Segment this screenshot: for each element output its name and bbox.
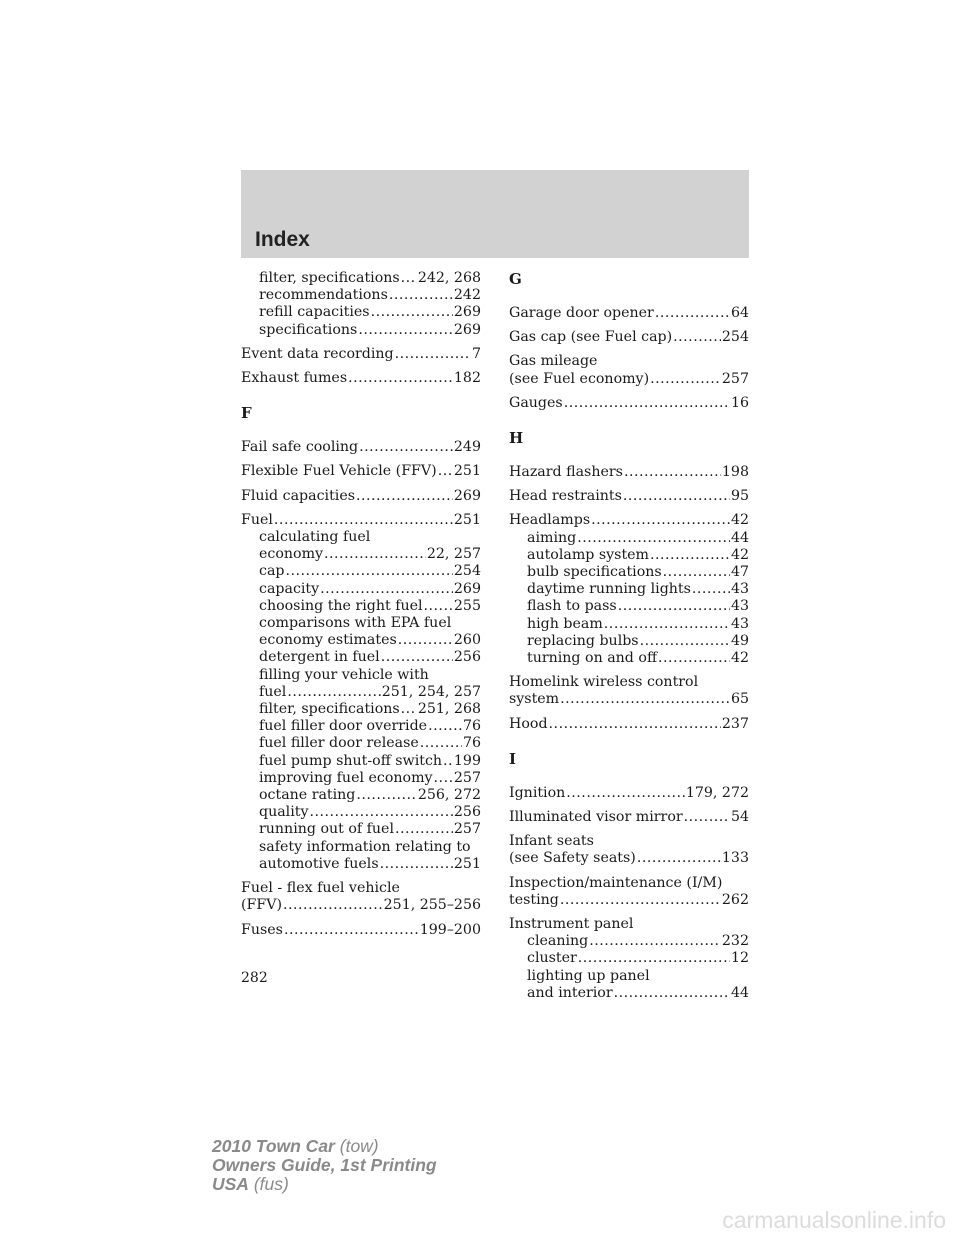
entry-page: 251, 268: [417, 701, 481, 718]
entry-page: 44: [730, 529, 749, 546]
index-entry: [241, 856, 481, 873]
section-letter-h: H: [509, 429, 524, 448]
dot-leader: [684, 809, 730, 826]
index-entry: [241, 753, 481, 770]
entry-page: 251: [453, 855, 481, 872]
entry-page: 256: [453, 804, 481, 821]
entry-label: Gauges: [509, 394, 563, 411]
entry-line: Inspection/maintenance (I/M): [509, 874, 723, 891]
entry-page: 64: [730, 305, 749, 321]
dot-leader: [389, 287, 453, 304]
entry-line: Infant seats: [509, 833, 594, 850]
index-entry: [509, 933, 749, 950]
index-entry: [241, 735, 481, 752]
index-entry: [509, 564, 749, 581]
entry-page: 256, 272: [417, 787, 481, 804]
entry-page: 22, 257: [426, 546, 481, 563]
entry-page: 257: [453, 769, 481, 786]
entry-label: filter, specifications: [259, 270, 400, 286]
entry-label: economy: [259, 546, 324, 563]
entry-page: 44: [730, 984, 749, 1001]
index-entry: [241, 922, 481, 939]
index-entry: [241, 649, 481, 666]
dot-leader: [650, 371, 721, 388]
dot-leader: [324, 546, 426, 563]
entry-page: 12: [730, 950, 749, 967]
dot-leader: [564, 395, 730, 412]
entry-page: 269: [453, 580, 481, 597]
dot-leader: [381, 649, 453, 666]
index-entry: [509, 650, 749, 667]
entry-label: Gas cap (see Fuel cap): [509, 329, 673, 346]
entry-label: Garage door opener: [509, 305, 654, 321]
entry-page: 232: [721, 933, 749, 950]
entry-page: 255: [453, 597, 481, 614]
entry-label: running out of fuel: [259, 821, 394, 838]
entry-line: calculating fuel: [259, 529, 371, 546]
footer-market: USA: [212, 1174, 249, 1194]
dot-leader: [286, 563, 453, 580]
entry-label: Flexible Fuel Vehicle (FFV): [241, 463, 437, 480]
index-entry: [509, 850, 749, 867]
dot-leader: [287, 684, 380, 701]
entry-page: 199–200: [419, 921, 481, 938]
index-entry: [241, 370, 481, 387]
index-entry: [241, 770, 481, 787]
index-entry: [241, 346, 481, 363]
index-entry: [241, 546, 481, 563]
entry-label: improving fuel economy: [259, 769, 433, 786]
index-entry: [509, 464, 749, 481]
entry-page: 65: [730, 691, 749, 708]
dot-leader: [356, 488, 453, 505]
dot-leader: [398, 632, 453, 649]
entry-page: 47: [730, 564, 749, 581]
entry-label: specifications: [259, 321, 358, 338]
index-entry: [241, 304, 481, 321]
entry-page: 257: [721, 370, 749, 387]
entry-page: 251, 254, 257: [381, 683, 481, 700]
entry-page: 198: [721, 464, 749, 481]
dot-leader: [320, 581, 453, 598]
dot-leader: [434, 770, 453, 787]
entry-label: daytime running lights: [527, 581, 691, 598]
entry-label: filter, specifications: [259, 701, 400, 718]
dot-leader: [640, 633, 730, 650]
index-entry: [241, 563, 481, 580]
entry-label: Exhaust fumes: [241, 370, 348, 387]
dot-leader: [604, 616, 730, 633]
dot-leader: [274, 512, 453, 529]
entry-label: Headlamps: [509, 512, 591, 529]
entry-label: (see Safety seats): [509, 850, 636, 867]
entry-label: bulb specifications: [527, 564, 662, 581]
entry-page: 262: [721, 891, 749, 908]
dot-leader: [658, 650, 730, 667]
entry-label: system: [509, 691, 560, 708]
dot-leader: [578, 950, 730, 967]
entry-label: Fuel: [241, 511, 273, 528]
entry-label: (FFV): [241, 897, 283, 914]
section-header-band: [241, 170, 749, 258]
entry-page: 257: [453, 821, 481, 838]
index-entry: [509, 305, 749, 322]
footer-market-code: (fus): [253, 1174, 289, 1194]
dot-leader: [359, 439, 453, 456]
dot-leader: [650, 547, 730, 564]
dot-leader: [395, 346, 471, 363]
dot-leader: [443, 753, 453, 770]
index-entry: [241, 684, 481, 701]
dot-leader: [283, 897, 383, 914]
index-entry: [509, 371, 749, 388]
entry-page: 256: [453, 649, 481, 666]
dot-leader: [309, 804, 452, 821]
entry-label: fuel filler door release: [259, 735, 419, 752]
entry-line: lighting up panel: [527, 967, 650, 984]
index-entry: [509, 691, 749, 708]
index-column-right: [509, 270, 749, 1002]
dot-leader: [560, 892, 721, 909]
index-column-left: [241, 270, 481, 939]
entry-label: Head restraints: [509, 488, 622, 505]
entry-page: 43: [730, 598, 749, 615]
entry-label: cluster: [527, 950, 577, 967]
index-entry: [241, 512, 481, 529]
print-footer: [212, 1137, 437, 1194]
dot-leader: [692, 581, 730, 598]
dot-leader: [401, 701, 417, 718]
index-entry: [241, 598, 481, 615]
dot-leader: [566, 785, 685, 802]
index-entry: [509, 633, 749, 650]
dot-leader: [655, 305, 730, 322]
entry-label: fuel pump shut-off switch: [259, 752, 443, 769]
index-entry: [241, 701, 481, 718]
entry-page: 133: [721, 850, 749, 867]
footer-guide: Owners Guide, 1st Printing: [212, 1155, 437, 1175]
index-entry: [241, 581, 481, 598]
entry-label: Hazard flashers: [509, 464, 623, 481]
entry-page: 42: [730, 650, 749, 667]
section-letter-f: F: [241, 404, 252, 423]
index-entry: [241, 718, 481, 735]
entry-page: 42: [730, 546, 749, 563]
entry-label: testing: [509, 891, 559, 908]
dot-leader: [358, 322, 453, 339]
entry-label: automotive fuels: [259, 855, 379, 872]
entry-label: Hood: [509, 715, 548, 732]
entry-label: aiming: [527, 529, 577, 546]
dot-leader: [420, 735, 462, 752]
index-entry: [509, 581, 749, 598]
dot-leader: [380, 856, 453, 873]
index-entry: [509, 985, 749, 1002]
dot-leader: [673, 329, 721, 346]
index-entry: [509, 512, 749, 529]
entry-label: capacity: [259, 580, 320, 597]
dot-leader: [549, 716, 721, 733]
entry-page: 16: [730, 394, 749, 411]
index-entry: [509, 530, 749, 547]
index-entry: [241, 287, 481, 304]
entry-line: Instrument panel: [509, 916, 634, 933]
entry-page: 251: [453, 463, 481, 480]
entry-label: autolamp system: [527, 546, 650, 563]
dot-leader: [428, 718, 462, 735]
entry-label: Ignition: [509, 784, 566, 801]
index-entry: [509, 716, 749, 733]
entry-label: Illuminated visor mirror: [509, 809, 683, 826]
index-entry: [241, 463, 481, 480]
footer-model: 2010 Town Car: [212, 1136, 335, 1156]
entry-page: 242, 268: [417, 270, 481, 286]
dot-leader: [624, 464, 721, 481]
entry-label: choosing the right fuel: [259, 597, 423, 614]
entry-page: 242: [453, 287, 481, 304]
dot-leader: [637, 850, 721, 867]
entry-page: 42: [730, 512, 749, 529]
index-entry: [241, 270, 481, 287]
dot-leader: [560, 691, 730, 708]
dot-leader: [356, 787, 416, 804]
entry-page: 182: [453, 370, 481, 387]
entry-label: octane rating: [259, 787, 356, 804]
entry-page: 49: [730, 632, 749, 649]
entry-page: 251, 255–256: [383, 897, 481, 914]
dot-leader: [424, 598, 453, 615]
entry-line: Gas mileage: [509, 353, 598, 370]
index-entry: [241, 488, 481, 505]
entry-label: Fuses: [241, 921, 283, 938]
entry-line: filling your vehicle with: [259, 666, 429, 683]
entry-label: refill capacities: [259, 304, 370, 321]
entry-line: comparisons with EPA fuel: [259, 615, 452, 632]
entry-label: cap: [259, 563, 285, 580]
dot-leader: [371, 304, 453, 321]
entry-label: quality: [259, 804, 309, 821]
index-entry: [509, 329, 749, 346]
index-entry: [241, 632, 481, 649]
entry-line: Fuel - flex fuel vehicle: [241, 880, 400, 897]
entry-page: 76: [462, 718, 481, 735]
entry-label: Event data recording: [241, 345, 394, 362]
index-entry: [509, 950, 749, 967]
entry-label: turning on and off: [527, 650, 658, 667]
index-entry: [509, 488, 749, 505]
entry-label: (see Fuel economy): [509, 370, 650, 387]
section-title: Index: [255, 228, 310, 251]
entry-page: 199: [453, 752, 481, 769]
entry-label: recommendations: [259, 287, 388, 304]
entry-line: Homelink wireless control: [509, 674, 699, 691]
entry-label: Fluid capacities: [241, 487, 355, 504]
index-entry: [241, 897, 481, 914]
entry-page: 251: [453, 511, 481, 528]
index-entry: [241, 439, 481, 456]
index-entry: [509, 892, 749, 909]
index-entry: [241, 821, 481, 838]
entry-page: 43: [730, 615, 749, 632]
entry-page: 269: [453, 487, 481, 504]
entry-label: economy estimates: [259, 632, 397, 649]
entry-page: 269: [453, 321, 481, 338]
index-entry: [241, 787, 481, 804]
watermark: carmanualsonline.info: [722, 1207, 946, 1233]
entry-page: 237: [721, 715, 749, 732]
footer-model-code: (tow): [339, 1136, 379, 1156]
index-entry: [241, 804, 481, 821]
entry-page: 254: [721, 329, 749, 346]
entry-page: 54: [730, 809, 749, 826]
entry-page: 249: [453, 439, 481, 456]
entry-page: 269: [453, 304, 481, 321]
entry-line: safety information relating to: [259, 838, 471, 855]
entry-page: 95: [730, 488, 749, 505]
entry-page: 254: [453, 563, 481, 580]
dot-leader: [663, 564, 730, 581]
dot-leader: [438, 463, 453, 480]
entry-label: detergent in fuel: [259, 649, 380, 666]
dot-leader: [591, 512, 730, 529]
section-letter-g: G: [509, 270, 522, 288]
dot-leader: [401, 270, 417, 287]
index-entry: [509, 616, 749, 633]
entry-label: high beam: [527, 615, 603, 632]
entry-label: flash to pass: [527, 598, 617, 615]
section-letter-i: I: [509, 749, 517, 768]
entry-page: 76: [462, 735, 481, 752]
dot-leader: [623, 488, 730, 505]
entry-label: replacing bulbs: [527, 632, 639, 649]
index-entry: [509, 785, 749, 802]
index-entry: [509, 598, 749, 615]
dot-leader: [614, 985, 730, 1002]
entry-page: 260: [453, 632, 481, 649]
index-entry: [509, 809, 749, 826]
dot-leader: [577, 530, 730, 547]
dot-leader: [589, 933, 721, 950]
index-entry: [241, 322, 481, 339]
index-entry: [509, 547, 749, 564]
entry-label: fuel filler door override: [259, 718, 428, 735]
entry-page: 7: [471, 345, 481, 362]
dot-leader: [395, 821, 453, 838]
dot-leader: [618, 598, 730, 615]
dot-leader: [284, 922, 419, 939]
entry-label: fuel: [259, 683, 287, 700]
entry-label: cleaning: [527, 933, 589, 950]
entry-label: Fail safe cooling: [241, 439, 359, 456]
dot-leader: [348, 370, 453, 387]
entry-label: and interior: [527, 984, 613, 1001]
page-number: 282: [241, 970, 268, 986]
entry-page: 43: [730, 581, 749, 598]
index-entry: [509, 395, 749, 412]
entry-page: 179, 272: [685, 784, 749, 801]
